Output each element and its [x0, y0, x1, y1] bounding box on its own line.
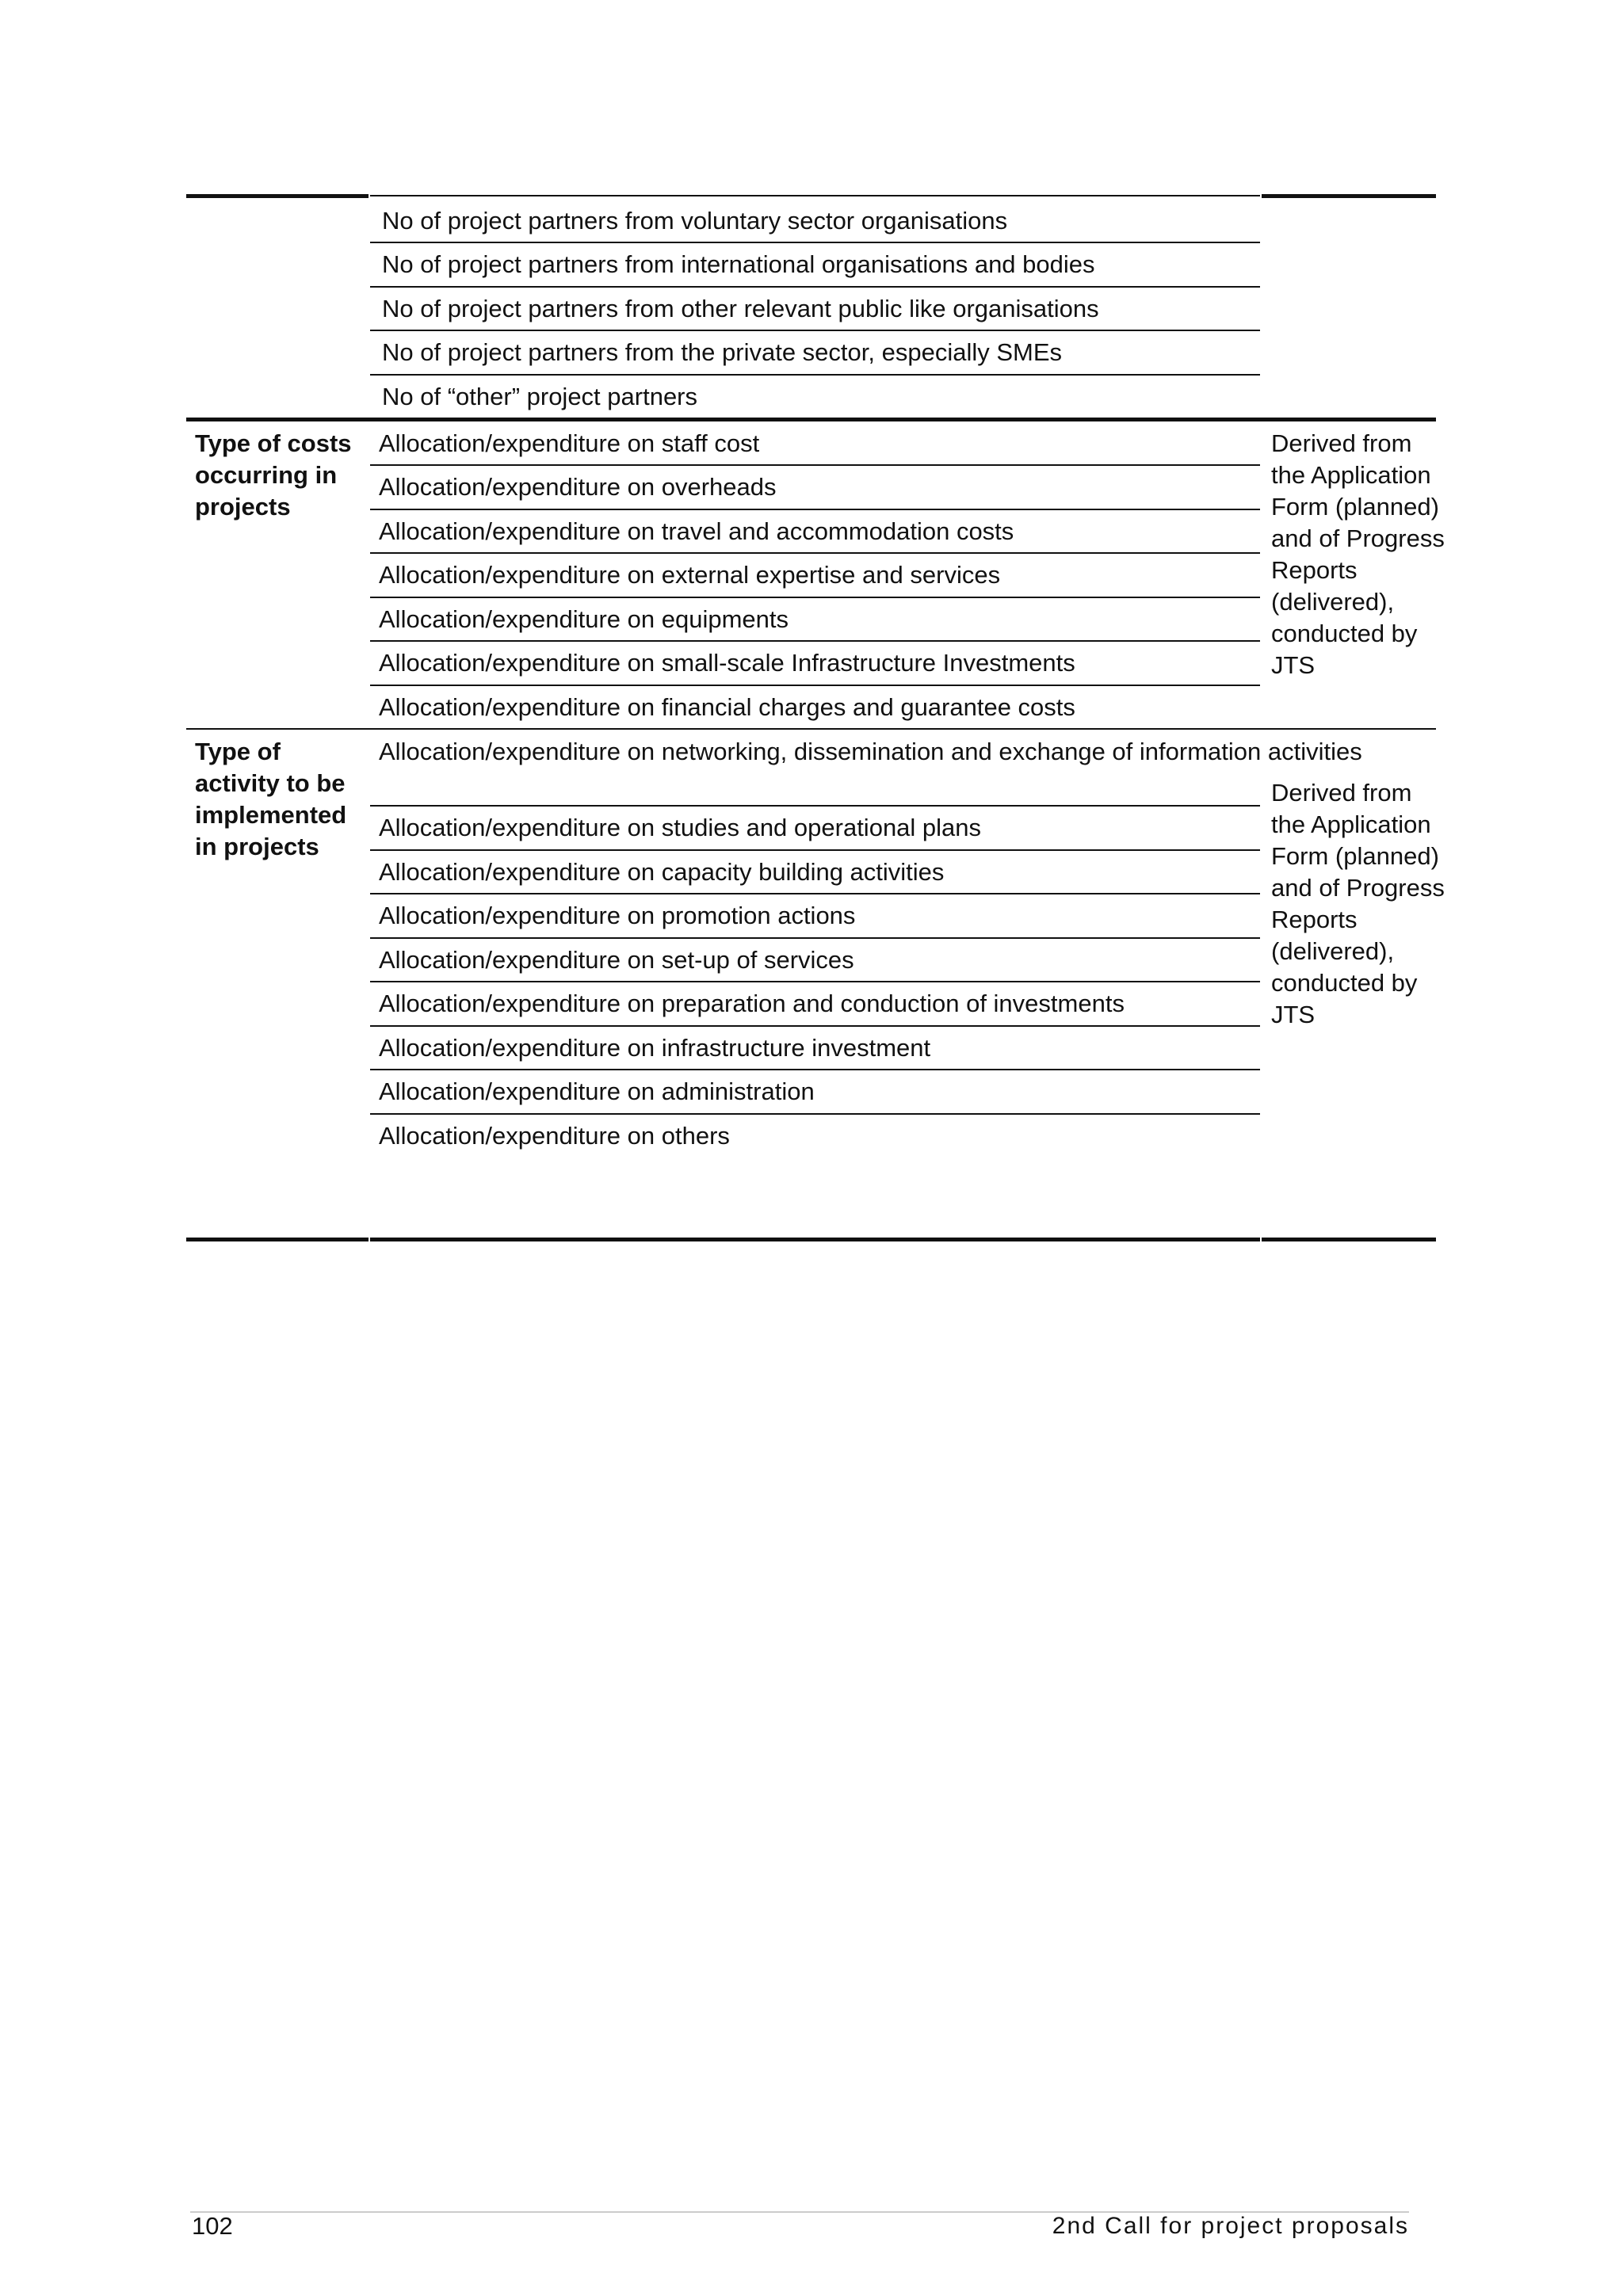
table-row: Allocation/expenditure on studies and operational plans	[379, 814, 982, 841]
row-divider	[370, 597, 1260, 598]
row-divider	[370, 1113, 1260, 1115]
table-row: Allocation/expenditure on networking, dissemination and exchange of information activities	[379, 738, 1362, 765]
table-top-rule-right	[1262, 194, 1436, 198]
row-divider	[370, 640, 1260, 642]
group-separator	[186, 418, 1436, 421]
table-row: Allocation/expenditure on travel and accommodation costs	[379, 517, 1014, 545]
category-label-costs: Type of costs occurring in projects	[195, 429, 352, 521]
row-divider	[370, 981, 1260, 982]
row-divider	[370, 893, 1260, 894]
table-row: Allocation/expenditure on external expertise and services	[379, 561, 1001, 589]
source-note-costs: Derived from the Application Form (planned) and of Progress Reports (delivered), conducted by JTS	[1271, 429, 1445, 679]
row-divider	[370, 1025, 1260, 1027]
table-row: No of project partners from voluntary sector organisations	[382, 207, 1008, 235]
row-divider	[370, 509, 1260, 510]
table-bottom-rule-left	[186, 1238, 369, 1241]
category-label-activity: Type of activity to be implemented in projects	[195, 738, 347, 860]
row-divider	[370, 286, 1260, 288]
table-row: Allocation/expenditure on financial charges and guarantee costs	[379, 693, 1075, 721]
row-divider	[370, 685, 1260, 686]
table-row: Allocation/expenditure on equipments	[379, 605, 789, 633]
table-row: Allocation/expenditure on small-scale Infrastructure Investments	[379, 649, 1075, 677]
table-row: No of project partners from other relevant public like organisations	[382, 295, 1099, 322]
footer-doc-title: 2nd Call for project proposals	[1052, 2213, 1409, 2239]
row-divider	[370, 374, 1260, 376]
table-row: Allocation/expenditure on capacity building activities	[379, 858, 945, 886]
row-divider	[370, 330, 1260, 331]
row-divider	[370, 464, 1260, 466]
table-row: No of project partners from international organisations and bodies	[382, 250, 1095, 278]
table-top-rule-left	[186, 194, 369, 198]
table-row: Allocation/expenditure on promotion actions	[379, 902, 856, 929]
row-divider	[370, 849, 1260, 851]
table-top-rule-middle	[370, 195, 1260, 196]
table-row: No of “other” project partners	[382, 383, 698, 410]
table-row: No of project partners from the private sector, especially SMEs	[382, 338, 1063, 366]
table-bottom-rule-right	[1262, 1238, 1436, 1241]
table-row: Allocation/expenditure on overheads	[379, 473, 777, 501]
row-divider	[370, 805, 1260, 807]
table-row: Allocation/expenditure on set-up of services	[379, 946, 854, 974]
row-divider	[370, 242, 1260, 243]
table-row: Allocation/expenditure on others	[379, 1122, 730, 1150]
row-divider	[370, 937, 1260, 939]
group-separator	[186, 728, 1436, 730]
table-row: Allocation/expenditure on infrastructure investment	[379, 1034, 931, 1062]
table-bottom-rule-middle	[370, 1238, 1260, 1241]
source-note-activity: Derived from the Application Form (planned) and of Progress Reports (delivered), conducted by JTS	[1271, 779, 1445, 1028]
table-row: Allocation/expenditure on preparation and conduction of investments	[379, 990, 1125, 1017]
table-row: Allocation/expenditure on administration	[379, 1077, 815, 1105]
row-divider	[370, 552, 1260, 554]
page-number: 102	[192, 2212, 233, 2240]
row-divider	[370, 1069, 1260, 1070]
table-row: Allocation/expenditure on staff cost	[379, 429, 760, 457]
